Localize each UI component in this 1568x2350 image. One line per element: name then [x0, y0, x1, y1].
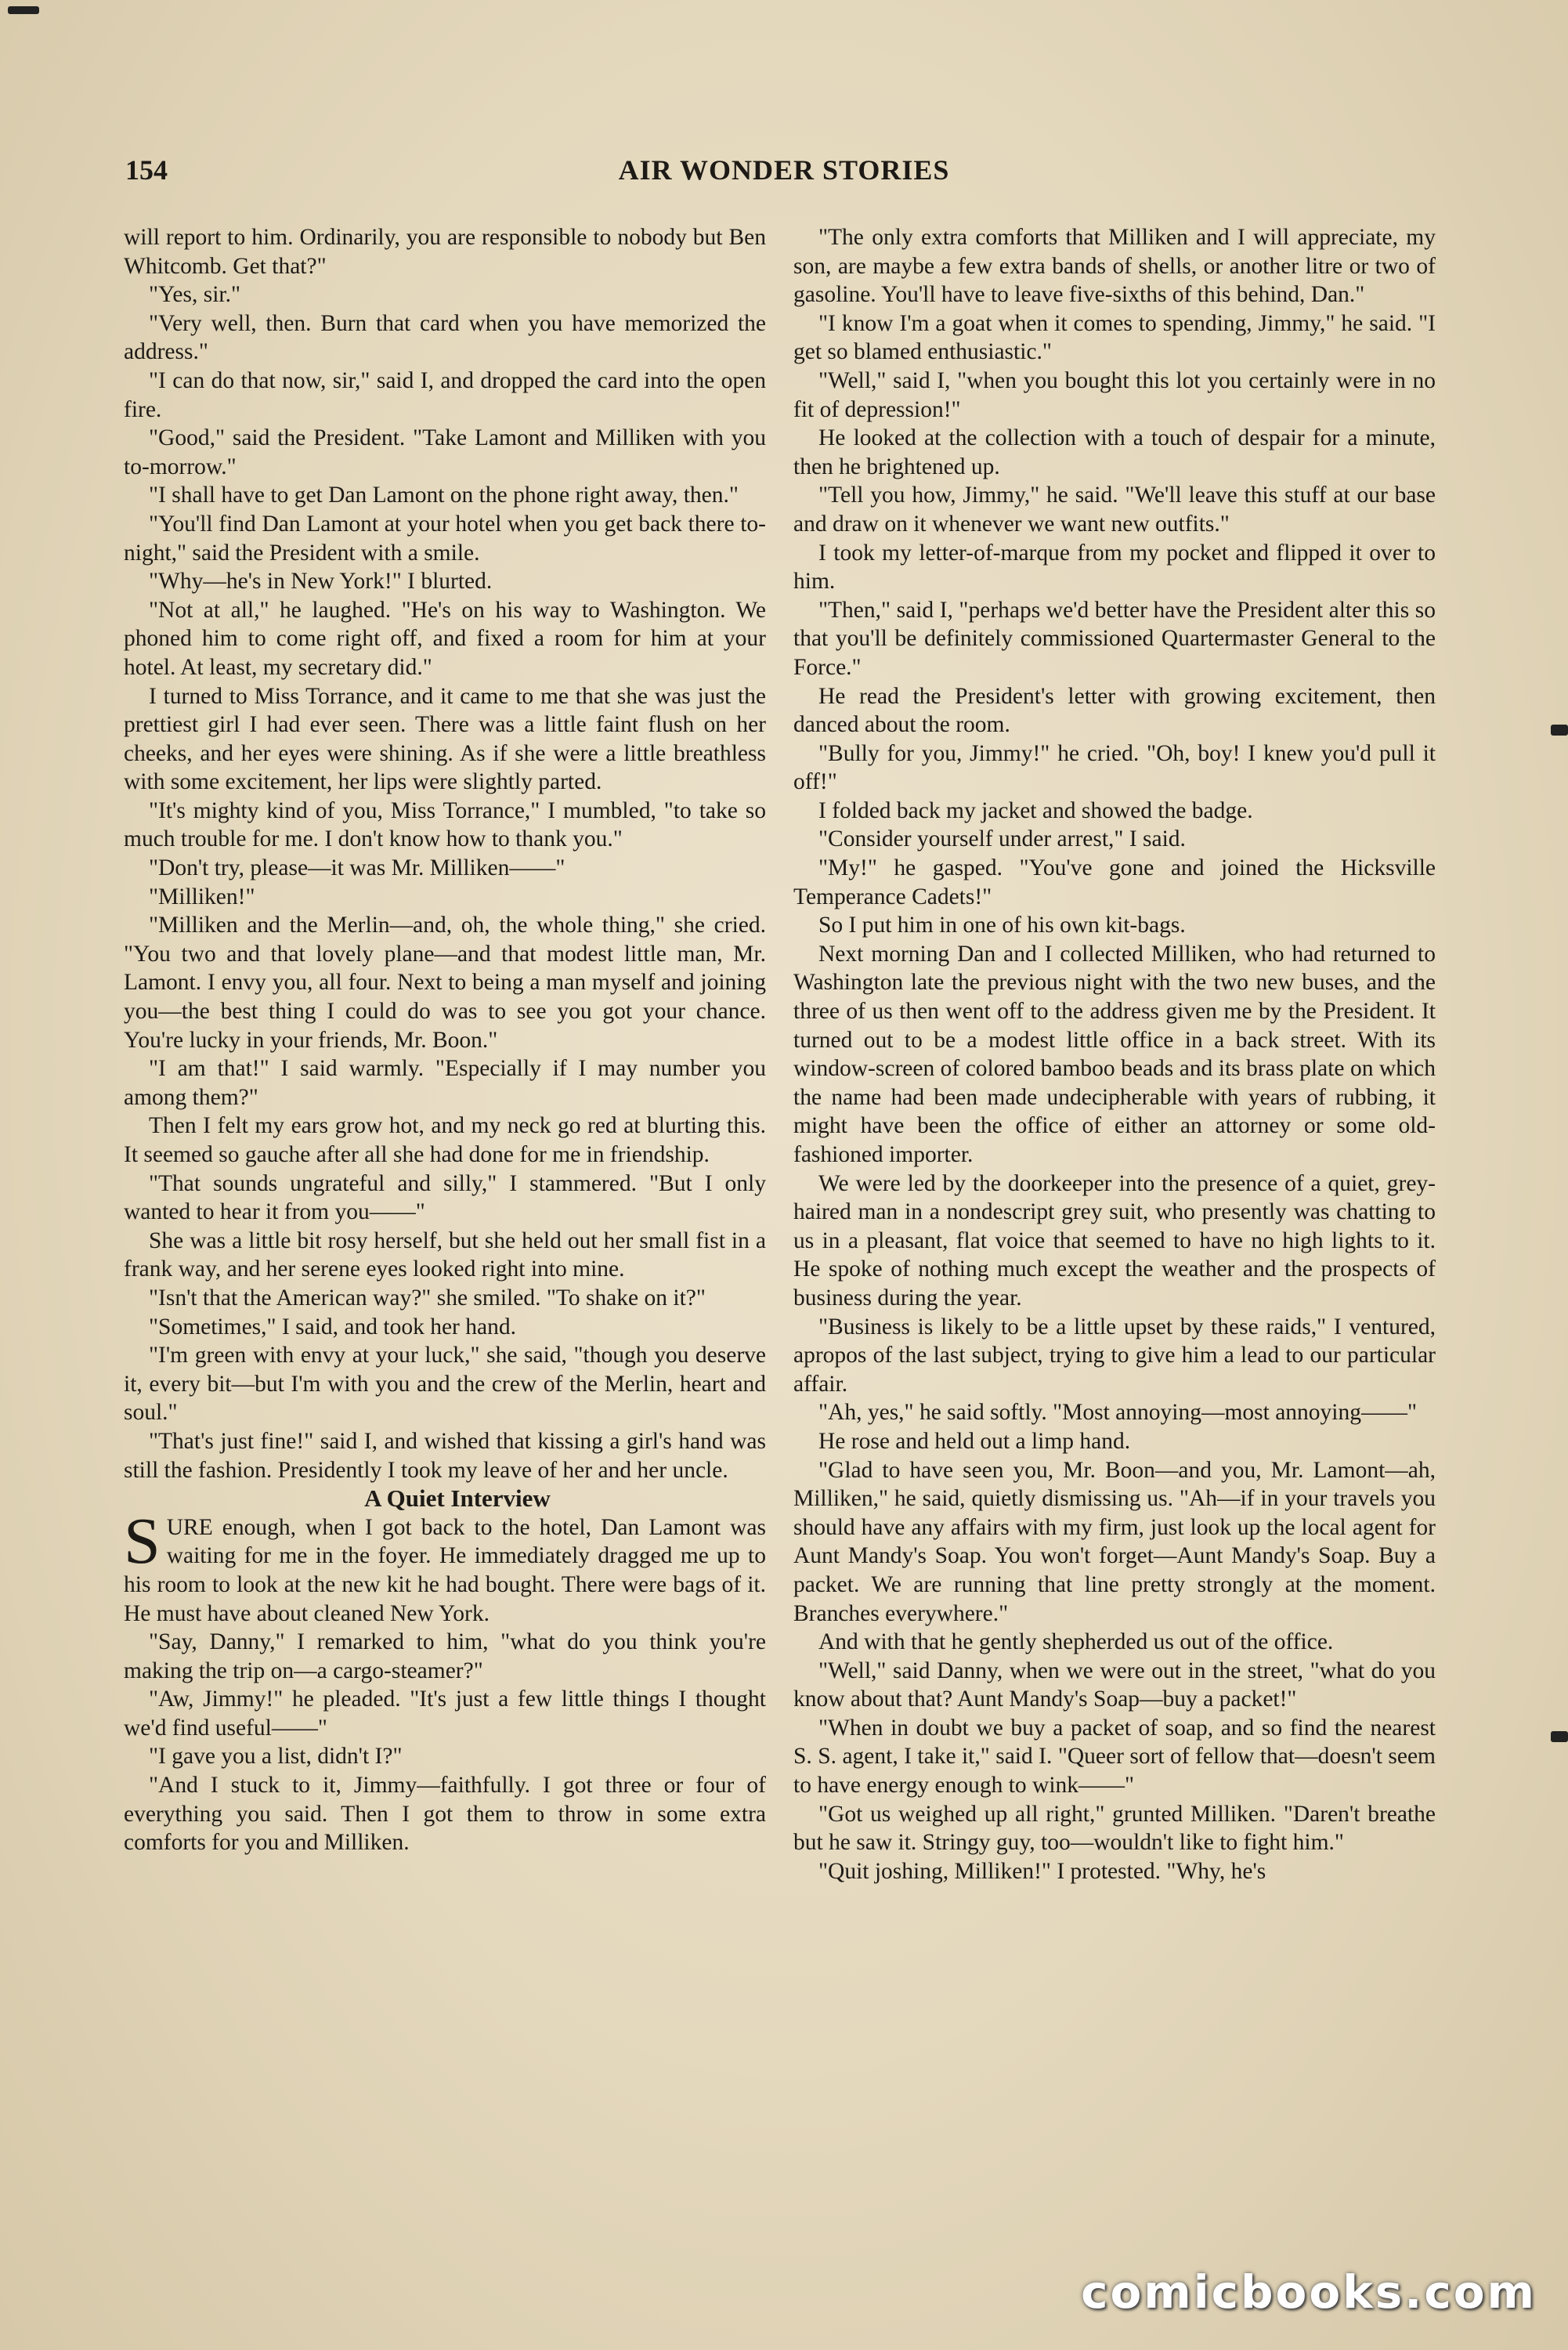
- paragraph: "Don't try, please—it was Mr. Milliken——": [149, 855, 565, 881]
- paragraph: "I shall have to get Dan Lamont on the phone right away, then.": [149, 483, 739, 508]
- paragraph: "Tell you how, Jimmy," he said. "We'll leave this stuff at our base and draw on it whenever we want new outfits.": [793, 483, 1436, 537]
- paragraph: "Well," said Danny, when we were out in the street, "what do you know about that? Aunt Mandy's Soap—buy a packet!": [793, 1658, 1436, 1712]
- left-column: [124, 223, 766, 1857]
- right-column: [793, 223, 1436, 1885]
- paragraph: So I put him in one of his own kit-bags.: [818, 913, 1186, 938]
- paragraph: He read the President's letter with growing excitement, then danced about the room.: [793, 683, 1436, 738]
- paragraph: "Business is likely to be a little upset by these raids," I ventured, apropos of the last subject, trying to give him a lead to our particular affair.: [793, 1314, 1436, 1397]
- page-edge-mark: [1551, 725, 1568, 736]
- paragraph: "Ah, yes," he said softly. "Most annoying—most annoying——": [818, 1400, 1418, 1426]
- paragraph: "Yes, sir.": [149, 282, 241, 308]
- running-title: AIR WONDER STORIES: [618, 154, 950, 186]
- paragraph: "I know I'm a goat when it comes to spending, Jimmy," he said. "I get so blamed enthusiastic.": [793, 310, 1436, 365]
- paragraph: "It's mighty kind of you, Miss Torrance," I mumbled, "to take so much trouble for me. I don't know how to thank you.": [124, 797, 766, 852]
- paragraph: "Good," said the President. "Take Lamont and Milliken with you to-morrow.": [124, 425, 766, 479]
- paragraph: "That sounds ungrateful and silly," I stammered. "But I only wanted to hear it from you——": [124, 1170, 766, 1225]
- paragraph: Next morning Dan and I collected Milliken, who had returned to Washington late the previous night with the two new buses, and the three of us then went off to the address given me by the President. It turned out to be a modest little office in a back street. With its window-screen of colored bamboo beads and its brass plate on which the name had been made undecipherable with years of rubbing, it might have been the office of either an attorney or some old-fashioned importer.: [793, 941, 1436, 1167]
- paragraph: I turned to Miss Torrance, and it came to me that she was just the prettiest girl I had ever seen. There was a little faint flush on her cheeks, and her eyes were shining. As if she were a little breathless with some excitement, her lips were slightly parted.: [124, 683, 766, 795]
- paragraph: "Quit joshing, Milliken!" I protested. "Why, he's: [818, 1858, 1266, 1884]
- paragraph: "I gave you a list, didn't I?": [149, 1744, 403, 1770]
- watermark-logo: comicbooks.com: [1081, 2265, 1537, 2319]
- paragraph: "You'll find Dan Lamont at your hotel when you get back there to-night," said the President with a smile.: [124, 511, 766, 566]
- paragraph: "Why—he's in New York!" I blurted.: [149, 569, 493, 595]
- paragraph: "I am that!" I said warmly. "Especially if I may number you among them?": [124, 1056, 766, 1110]
- section-first-paragraph: [124, 1504, 766, 1628]
- paragraph: "Sometimes," I said, and took her hand.: [149, 1314, 516, 1340]
- right-paragraphs: [793, 223, 1436, 1885]
- paragraph: "Say, Danny," I remarked to him, "what do you think you're making the trip on—a cargo-steamer?": [124, 1629, 766, 1683]
- paragraph: "Bully for you, Jimmy!" he cried. "Oh, boy! I knew you'd pull it off!": [793, 740, 1436, 795]
- paragraph: We were led by the doorkeeper into the presence of a quiet, grey-haired man in a nondescript grey suit, who presently was chatting to us in a pleasant, flat voice that seemed to have no high lights to it. He spoke of nothing much except the weather and the prospects of business during the year.: [793, 1170, 1436, 1311]
- left-paragraphs: [124, 223, 766, 1484]
- paragraph: "Well," said I, "when you bought this lot you certainly were in no fit of depression!": [793, 367, 1436, 422]
- paragraph: "The only extra comforts that Milliken and I will appreciate, my son, are maybe a few extra bands of shells, or another litre or two of gasoline. You'll have to leave five-sixths of this behind, Dan.": [793, 225, 1436, 308]
- paragraph: will report to him. Ordinarily, you are responsible to nobody but Ben Whitcomb. Get that?": [124, 225, 766, 279]
- section-first-text: URE enough, when I got back to the hotel, Dan Lamont was waiting for me in the foyer. He immediately dragged me up to his room to look at the new kit he had bought. There were bags of it. He must have about cleaned New York.: [124, 1514, 766, 1626]
- paragraph: She was a little bit rosy herself, but she held out her small fist in a frank way, and her serene eyes looked right into mine.: [124, 1227, 766, 1282]
- paragraph: "Got us weighed up all right," grunted Milliken. "Daren't breathe but he saw it. Stringy guy, too—wouldn't like to fight him.": [793, 1801, 1436, 1856]
- paragraph: He rose and held out a limp hand.: [818, 1428, 1131, 1454]
- paragraph: Then I felt my ears grow hot, and my neck go red at blurting this. It seemed so gauche after all she had done for me in friendship.: [124, 1113, 766, 1167]
- paragraph: "Consider yourself under arrest," I said.: [818, 826, 1186, 852]
- paragraph: "My!" he gasped. "You've gone and joined the Hicksville Temperance Cadets!": [793, 855, 1436, 909]
- paragraph: I took my letter-of-marque from my pocket and flipped it over to him.: [793, 540, 1436, 595]
- section-paragraphs: [124, 1628, 766, 1857]
- paragraph: "Milliken!": [149, 884, 255, 909]
- paragraph: I folded back my jacket and showed the badge.: [818, 797, 1253, 823]
- paragraph: And with that he gently shepherded us out of the office.: [818, 1629, 1334, 1655]
- section-subheading: A Quiet Interview: [364, 1484, 551, 1513]
- page-number: 154: [125, 154, 168, 186]
- paragraph: "That's just fine!" said I, and wished that kissing a girl's hand was still the fashion. Presidently I took my leave of her and her uncle.: [124, 1428, 766, 1483]
- paragraph: "Very well, then. Burn that card when you have memorized the address.": [124, 310, 766, 365]
- paragraph: "Milliken and the Merlin—and, oh, the whole thing," she cried. "You two and that lovely plane—and that modest little man, Mr. Lamont. I envy you, all four. Next to being a man myself and joining you—the best thing I could do was to see you got your chance. You're lucky in your friends, Mr. Boon.": [124, 913, 766, 1053]
- paragraph: "And I stuck to it, Jimmy—faithfully. I got three or four of everything you said. Then I got them to throw in some extra comforts for you and Milliken.: [124, 1773, 766, 1856]
- paragraph: "When in doubt we buy a packet of soap, and so find the nearest S. S. agent, I take it," said I. "Queer sort of fellow that—doesn't seem to have energy enough to wink——": [793, 1715, 1436, 1799]
- paragraph: "Isn't that the American way?" she smiled. "To shake on it?": [149, 1285, 706, 1311]
- page-edge-mark: [1551, 1731, 1568, 1742]
- paragraph: "I'm green with envy at your luck," she said, "though you deserve it, every bit—but I'm with you and the crew of the Merlin, heart and soul.": [124, 1343, 766, 1426]
- drop-cap: S: [124, 1504, 161, 1578]
- paragraph: "I can do that now, sir," said I, and dropped the card into the open fire.: [124, 367, 766, 422]
- paragraph: "Then," said I, "perhaps we'd better have the President alter this so that you'll be definitely commissioned Quartermaster General to the Force.": [793, 597, 1436, 680]
- paragraph: "Glad to have seen you, Mr. Boon—and you, Mr. Lamont—ah, Milliken," he said, quietly dismissing us. "Ah—if in your travels you should have any affairs with my firm, just look up the local agent for Aunt Mandy's Soap. You won't forget—Aunt Mandy's Soap. Buy a packet. We are running that line pretty strongly at the moment. Branches everywhere.": [793, 1457, 1436, 1626]
- page-edge-mark: [8, 6, 39, 14]
- paragraph: "Not at all," he laughed. "He's on his way to Washington. We phoned him to come right off, and fixed a room for him at your hotel. At least, my secretary did.": [124, 597, 766, 680]
- paragraph: He looked at the collection with a touch of despair for a minute, then he brightened up.: [793, 425, 1436, 479]
- paragraph: "Aw, Jimmy!" he pleaded. "It's just a few little things I thought we'd find useful——": [124, 1687, 766, 1741]
